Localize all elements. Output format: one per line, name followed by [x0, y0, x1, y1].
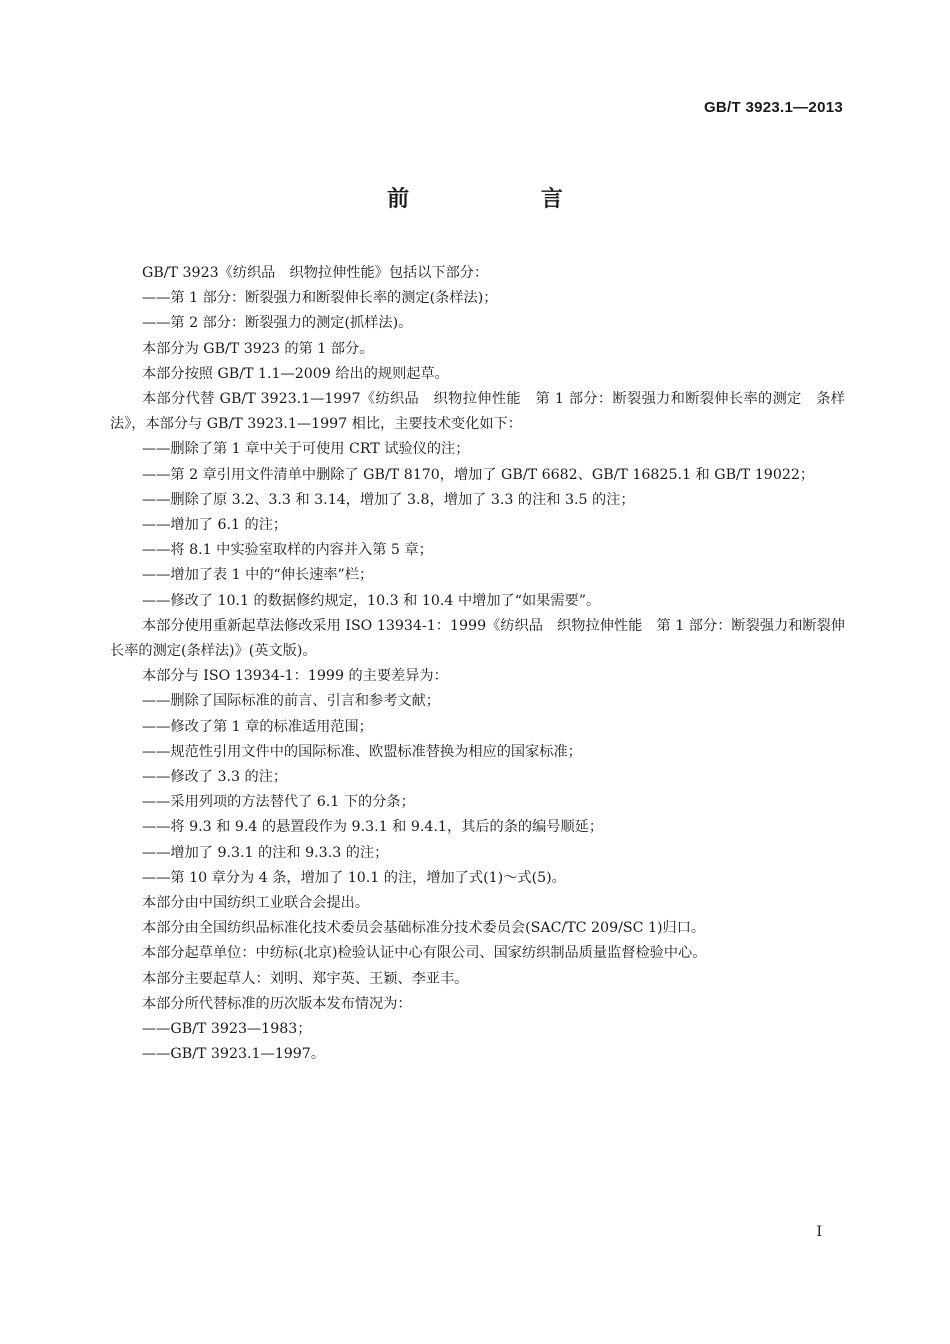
paragraph: 本部分由全国纺织品标准化技术委员会基础标准分技术委员会(SAC/TC 209/SC 1)归口。 [142, 920, 706, 937]
paragraph: 本部分所代替标准的历次版本发布情况为： [142, 995, 412, 1012]
list-item: ——规范性引用文件中的国际标准、欧盟标准替换为相应的国家标准； [142, 743, 582, 760]
page-number: I [816, 1224, 822, 1240]
paragraph: 本部分按照 GB/T 1.1—2009 给出的规则起草。 [142, 365, 449, 382]
paragraph: 本部分与 ISO 13934-1：1999 的主要差异为： [142, 668, 448, 685]
page-title: 前 言 [387, 187, 625, 212]
list-item: ——删除了原 3.2、3.3 和 3.14，增加了 3.8，增加了 3.3 的注和 3.5 的注； [142, 491, 635, 508]
list-item: ——修改了 10.1 的数据修约规定，10.3 和 10.4 中增加了“如果需要”。 [142, 592, 601, 609]
list-item: ——采用列项的方法替代了 6.1 下的分条； [142, 794, 415, 811]
paragraph: 本部分使用重新起草法修改采用 ISO 13934-1：1999《纺织品 织物拉伸性能 第 1 部分：断裂强力和断裂伸长率的测定(条样法)》(英文版)。 [110, 617, 845, 660]
paragraph: 本部分起草单位：中纺标(北京)检验认证中心有限公司、国家纺织制品质量监督检验中心。 [142, 945, 707, 962]
list-item: ——修改了 3.3 的注； [142, 769, 288, 786]
list-item: ——第 2 部分：断裂强力的测定(抓样法)。 [142, 315, 413, 332]
foreword-body [110, 261, 845, 1068]
list-item: ——修改了第 1 章的标准适用范围； [142, 718, 373, 735]
list-item: ——增加了 9.3.1 的注和 9.3.3 的注； [142, 844, 389, 861]
list-item: ——删除了国际标准的前言、引言和参考文献； [142, 693, 440, 710]
paragraph: 本部分代替 GB/T 3923.1—1997《纺织品 织物拉伸性能 第 1 部分：断裂强力和断裂伸长率的测定 条样法》，本部分与 GB/T 3923.1—1997 相比，主要技术变化如下： [110, 391, 845, 433]
list-item: ——增加了 6.1 的注； [142, 517, 288, 534]
paragraph: 本部分为 GB/T 3923 的第 1 部分。 [142, 340, 374, 357]
list-item: ——GB/T 3923.1—1997。 [142, 1046, 326, 1063]
list-item: ——第 2 章引用文件清单中删除了 GB/T 8170，增加了 GB/T 6682、GB/T 16825.1 和 GB/T 19022； [142, 466, 815, 483]
list-item: ——删除了第 1 章中关于可使用 CRT 试验仪的注； [142, 441, 470, 458]
paragraph: 本部分主要起草人：刘明、郑宇英、王颖、李亚丰。 [142, 970, 469, 987]
paragraph: GB/T 3923《纺织品 织物拉伸性能》包括以下部分： [142, 265, 489, 281]
list-item: ——第 10 章分为 4 条，增加了 10.1 的注，增加了式(1)～式(5)。 [142, 869, 566, 886]
list-item: ——将 9.3 和 9.4 的悬置段作为 9.3.1 和 9.4.1，其后的条的编号顺延； [142, 819, 604, 836]
list-item: ——GB/T 3923—1983； [142, 1021, 312, 1038]
paragraph: 本部分由中国纺织工业联合会提出。 [142, 895, 370, 912]
list-item: ——将 8.1 中实验室取样的内容并入第 5 章； [142, 542, 433, 559]
list-item: ——第 1 部分：断裂强力和断裂伸长率的测定(条样法)； [142, 290, 498, 307]
list-item: ——增加了表 1 中的“伸长速率”栏； [142, 567, 374, 584]
standard-code: GB/T 3923.1—2013 [703, 99, 843, 116]
